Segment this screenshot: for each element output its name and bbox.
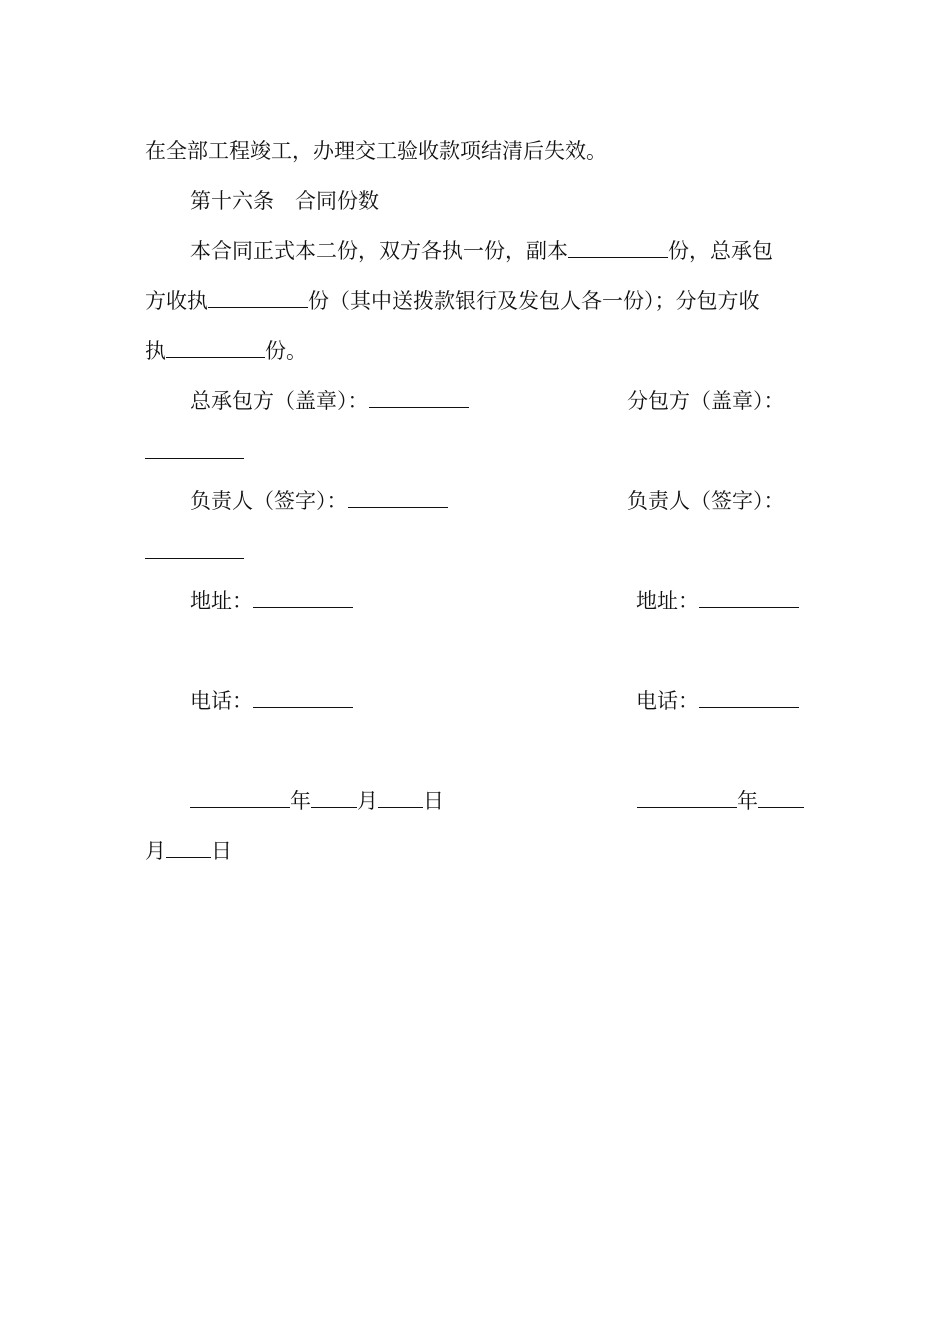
paragraph-line-2 bbox=[145, 286, 760, 316]
left-phone-blank bbox=[253, 687, 353, 708]
right-address-label: 地址： bbox=[636, 589, 699, 613]
paragraph-text: 份，总承包 bbox=[668, 239, 773, 263]
left-address-field bbox=[190, 586, 353, 616]
year-label: 年 bbox=[290, 789, 311, 813]
right-date-field bbox=[637, 786, 804, 816]
paragraph-line-3 bbox=[145, 336, 307, 366]
right-address-field bbox=[636, 586, 799, 616]
copies-blank bbox=[568, 237, 668, 258]
right-seal-blank bbox=[145, 458, 244, 459]
paragraph-text bbox=[145, 136, 607, 166]
paragraph-text: 本合同正式本二份，双方各执一份，副本 bbox=[190, 239, 568, 263]
left-date-field bbox=[190, 786, 444, 816]
article-heading-text: 第十六条 合同份数 bbox=[190, 189, 379, 213]
paragraph-text: 执 bbox=[145, 339, 166, 363]
month-label: 月 bbox=[357, 789, 378, 813]
right-person-blank bbox=[145, 558, 244, 559]
right-phone-blank bbox=[699, 687, 799, 708]
day-label: 日 bbox=[211, 839, 232, 863]
right-phone-field bbox=[636, 686, 799, 716]
left-address-label: 地址： bbox=[190, 589, 253, 613]
right-month-blank bbox=[758, 787, 804, 808]
month-label: 月 bbox=[145, 839, 166, 863]
left-seal-blank bbox=[369, 387, 469, 408]
paragraph-text: 份（其中送拨款银行及发包人各一份）；分包方收 bbox=[308, 289, 760, 313]
subcontractor-copies-blank bbox=[166, 337, 265, 358]
right-address-blank bbox=[699, 587, 799, 608]
right-day-blank bbox=[166, 837, 211, 858]
left-person-label: 负责人（签字）： bbox=[190, 489, 348, 513]
left-person-field bbox=[190, 486, 448, 516]
left-month-blank bbox=[311, 787, 357, 808]
left-phone-label: 电话： bbox=[190, 689, 253, 713]
left-year-blank bbox=[190, 787, 290, 808]
right-seal-field bbox=[627, 386, 785, 416]
right-phone-label: 电话： bbox=[636, 689, 699, 713]
left-seal-field bbox=[190, 386, 469, 416]
year-label: 年 bbox=[737, 789, 758, 813]
paragraph-line-1 bbox=[190, 236, 773, 266]
left-day-blank bbox=[378, 787, 423, 808]
right-date-continued bbox=[145, 836, 232, 866]
left-phone-field bbox=[190, 686, 353, 716]
left-person-blank bbox=[348, 487, 448, 508]
left-address-blank bbox=[253, 587, 353, 608]
article-heading bbox=[190, 186, 379, 216]
left-seal-label: 总承包方（盖章）： bbox=[190, 389, 369, 413]
paragraph-text: 方收执 bbox=[145, 289, 208, 313]
day-label: 日 bbox=[423, 789, 444, 813]
paragraph-text: 份。 bbox=[265, 339, 307, 363]
right-person-field bbox=[627, 486, 785, 516]
right-seal-label: 分包方（盖章）： bbox=[627, 389, 785, 413]
contractor-copies-blank bbox=[208, 287, 308, 308]
paragraph-line: 在全部工程竣工，办理交工验收款项结清后失效。 bbox=[145, 139, 607, 163]
right-person-label: 负责人（签字）： bbox=[627, 489, 785, 513]
right-year-blank bbox=[637, 787, 737, 808]
